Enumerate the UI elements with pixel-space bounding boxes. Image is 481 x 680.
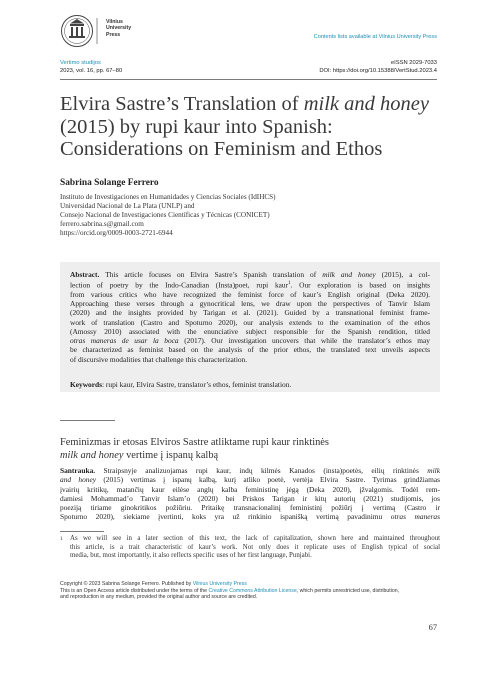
header-divider bbox=[60, 79, 437, 80]
section-divider bbox=[60, 420, 115, 421]
publisher-link[interactable]: Vilnius University Press bbox=[192, 581, 247, 587]
eissn: eISSN 2029-7033 bbox=[390, 60, 437, 66]
identifier-info bbox=[319, 60, 437, 75]
journal-name[interactable]: Vertimo studijos bbox=[60, 60, 101, 66]
publisher-link[interactable]: Vilnius University Press bbox=[378, 34, 437, 40]
footnote-number: 1 bbox=[60, 536, 63, 542]
volume-info: 2023, vol. 16, pp. 67–80 bbox=[60, 67, 123, 74]
journal-info bbox=[60, 60, 122, 75]
author-name: Sabrina Solange Ferrero bbox=[60, 178, 159, 188]
keywords: Keywords: rupi kaur, Elvira Sastre, translator’s ethos, feminist translation. bbox=[70, 380, 292, 389]
doi[interactable]: DOI: https://doi.org/10.15388/VertStud.2023.4 bbox=[319, 67, 437, 74]
license-link[interactable]: Creative Commons Attribution License bbox=[208, 587, 297, 594]
author-email[interactable]: ferrero.sabrina.s@gmail.com bbox=[60, 220, 144, 229]
footnote-ref[interactable]: 1 bbox=[288, 281, 291, 287]
copyright-notice: Copyright © 2023 Sabrina Solange Ferrero. Published by Vilnius University Press This is an Open Access article distributed under the terms of the Creative Commons Attribution License, which permits unrestricted use, distribution, and reproduction in any medium, provided the original author and source are credited. bbox=[60, 581, 400, 601]
lithuanian-summary: Santrauka. Straipsnyje analizuojamas rupi kaur, indų kilmės Kanados (insta)poetės, eilių rinktinės milk and honey (2015) vertimas į ispanų kalbą, kurį atliko poetė, vertėja Elvira Sastre. Tyrimas grindžiamas įvairių kritikų, matančių kaur eilėse anglų kalba feministinę jėgą (Deka 2020), įžvalgomis. Todėl rem- damiesi Mohammad’o Tanvir Islam’o (2020) bei Priskos Tarigan ir kitų autorių (2021) studijomis, jos poeziją tiriame ginokritikos požiūriu. Pritaikę transnacionalinį feministinį požiūrį į vertimą (Castro ir Spoturno 2020), siekiame įvertinti, koks yra už rinkinio ispanišką vertimą pavadinimu otras maneras bbox=[60, 466, 440, 522]
orcid-link[interactable]: https://orcid.org/0009-0003-2721-6944 bbox=[60, 229, 173, 238]
publisher-name: Vilnius University Press bbox=[106, 19, 132, 38]
footnote: 1 As we will see in a later section of this text, the lack of capitalization, shown here and maintained throughout this article, is a trait characteristic of kaur’s work. Not only does it replicate uses of English typical of social media, but, most importantly, it also reflects specific uses of her first language, Punjabi. bbox=[60, 535, 440, 560]
article-title: Elvira Sastre’s Translation of milk and honey (2015) by rupi kaur into Spanish: Considerations on Feminism and Ethos bbox=[60, 93, 429, 160]
abstract-text: Abstract. This article focuses on Elvira Sastre’s Spanish translation of milk and honey (2015), a col- lection of poetry by the Indo-Canadian (Insta)poet, rupi kaur$^1$. Our exploration is based on insights from various critics who have recognized the feminist force of kaur’s English original (Deka 2020). Approaching these verses through a gynocritical lens, we draw upon the perspectives of Tanvir Islam (2020) and the insights provided by Tarigan et al. (2021). Guided by a transnational feminist frame- work of translation (Castro and Spoturno 2020), our analysis extends to the examination of the ethos (Amossy 2010) associated with the enunciative subject responsible for the Spanish rendition, titled otras maneras de usar la boca (2017). Our investigation uncovers that while the translator’s ethos may be characterized as feminist based on the analysis of the prior ethos, the translated text unveils aspects of discursive modalities that challenge this characterization. bbox=[70, 270, 430, 364]
page-number: 67 bbox=[428, 623, 437, 632]
university-seal-icon bbox=[60, 14, 102, 48]
lithuanian-title: Feminizmas ir etosas Elviros Sastre atliktame rupi kaur rinktinės milk and honey vertime į ispanų kalbą bbox=[60, 437, 329, 461]
contents-availability: Contents lists available at Vilnius University Press bbox=[313, 34, 437, 40]
author-affiliation: Instituto de Investigaciones en Humanidades y Ciencias Sociales (IdIHCS) Universidad Nacional de La Plata (UNLP) and Consejo Nacional de Investigaciones Científicas y Técnicas (CONICET) ferrero.sabrina.s@gmail.com https://orcid.org/0009-0003-2721-6944 bbox=[60, 193, 420, 238]
footnote-divider bbox=[60, 531, 104, 532]
